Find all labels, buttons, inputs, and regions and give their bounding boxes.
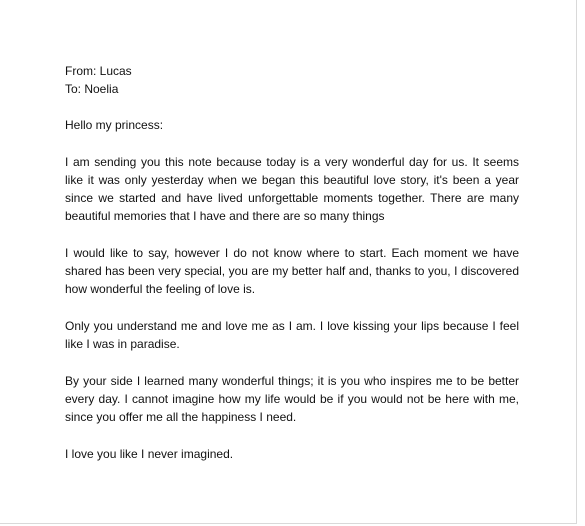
from-line: From: Lucas — [65, 64, 132, 78]
paragraph-4: By your side I learned many wonderful things; it is you who inspires me to be better every day. I cannot imagine how my life would be if you would not be here with me, since you offer me all the happiness I need. — [65, 374, 519, 424]
to-line: To: Noelia — [65, 82, 119, 96]
paragraph-1: I am sending you this note because today is a very wonderful day for us. It seems like it was only yesterday when we began this beautiful love story, it's been a year since we started and have lived unforgettable moments together. There are many beautiful memories that I have and there are so many things — [65, 155, 519, 223]
letter-body — [65, 62, 519, 463]
closing-line: I love you like I never imagined. — [65, 447, 234, 461]
paragraph-3: Only you understand me and love me as I am. I love kissing your lips because I feel like I was in paradise. — [65, 319, 519, 351]
greeting-line: Hello my princess: — [65, 118, 164, 132]
paragraph-2: I would like to say, however I do not know where to start. Each moment we have shared has been very special, you are my better half and, thanks to you, I discovered how wonderful the feeling of love is. — [65, 246, 519, 296]
